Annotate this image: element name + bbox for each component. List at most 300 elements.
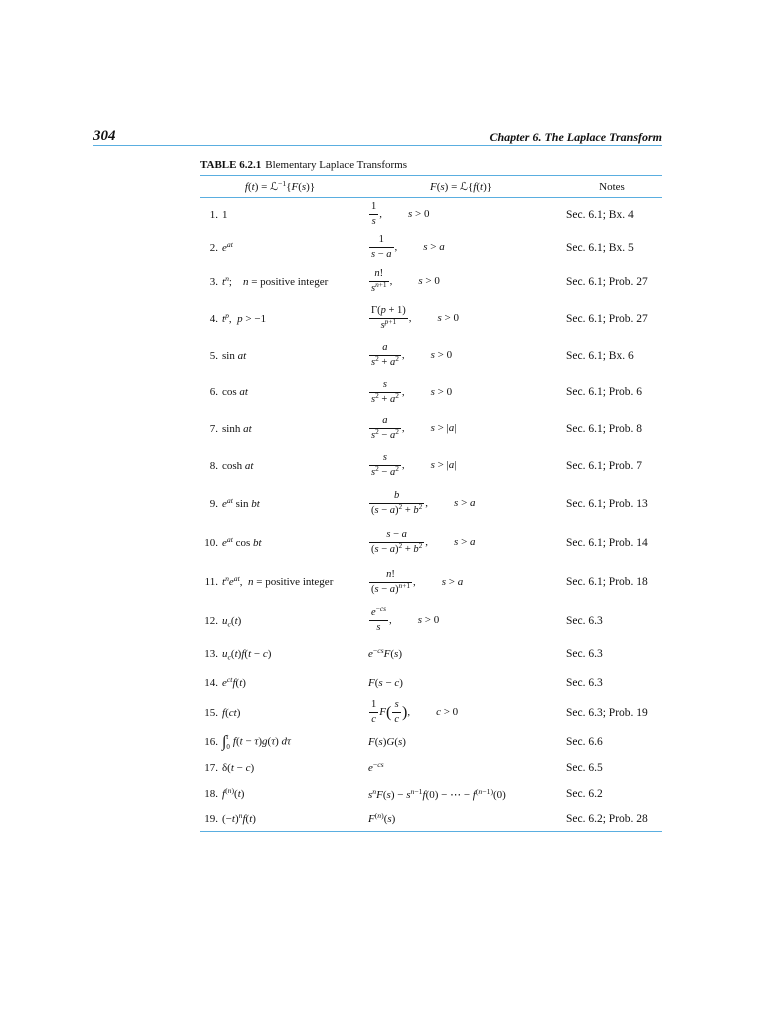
denominator: [392, 713, 401, 726]
laplace-transform: [368, 813, 562, 825]
math-variable: at: [243, 422, 252, 435]
transform-condition: [408, 208, 430, 220]
math-text: −: [378, 544, 390, 555]
math-text: ): [242, 676, 246, 689]
math-text: (: [374, 676, 379, 689]
math-text: |: [454, 422, 457, 435]
math-text: cos: [232, 536, 254, 549]
table-row: [200, 669, 662, 698]
math-text: ): [398, 647, 402, 660]
superscript: [395, 354, 399, 363]
math-variable: t: [222, 312, 226, 325]
math-variable: ct: [228, 706, 237, 719]
math-text: > −1: [242, 312, 267, 325]
math-variable: n: [398, 580, 403, 590]
time-function: [222, 460, 364, 472]
row-number: 18.: [204, 788, 218, 801]
math-text: (: [476, 181, 480, 193]
math-text: (: [225, 786, 228, 796]
math-text: (: [230, 647, 235, 660]
math-text: ,: [401, 349, 405, 362]
math-variable: b: [413, 505, 419, 517]
math-large-symbol: ∫: [222, 733, 227, 751]
math-text: > 0: [421, 614, 440, 627]
fraction: [369, 379, 401, 406]
laplace-transform: [368, 452, 562, 479]
math-variable: t: [239, 676, 243, 689]
note-reference: Sec. 6.1; Prob. 8: [566, 422, 643, 435]
note-reference: Sec. 6.1; Prob. 27: [566, 275, 648, 288]
math-variable: t: [226, 732, 229, 741]
math-text: )}: [483, 181, 493, 193]
math-variable: t: [251, 181, 255, 193]
math-variable: s: [430, 422, 435, 435]
time-function: [222, 788, 364, 800]
math-text: ,: [408, 312, 412, 325]
header-notes: Notes: [599, 180, 625, 193]
math-text: −: [372, 645, 378, 655]
note-reference: Sec. 6.1; Prob. 13: [566, 497, 648, 510]
math-text: ;: [228, 275, 243, 288]
math-text: (: [225, 706, 229, 719]
table-row: [200, 602, 662, 639]
math-text: −1: [414, 786, 423, 796]
math-text: sin: [222, 349, 238, 362]
math-variable: p: [225, 310, 229, 320]
math-variable: s: [368, 788, 373, 801]
header-time-function: [200, 180, 360, 193]
math-text: −: [251, 647, 263, 660]
row-number: 11.: [204, 576, 218, 588]
transform-expression: [368, 736, 406, 748]
denominator: [369, 390, 401, 406]
laplace-transform-table: [200, 175, 662, 832]
math-variable: f: [242, 813, 246, 826]
time-function: [222, 310, 364, 325]
math-variable: t: [480, 181, 484, 193]
note-reference: Sec. 6.3; Prob. 19: [566, 706, 648, 719]
math-text: −: [375, 603, 380, 613]
math-variable: f: [222, 706, 226, 719]
fraction: [369, 234, 394, 261]
math-text: (: [245, 813, 250, 826]
math-text: ): [395, 505, 399, 517]
note-reference: Sec. 6.1; Prob. 7: [566, 459, 643, 472]
math-text: ): [399, 676, 403, 689]
math-variable: c: [394, 714, 399, 725]
fraction: [369, 305, 408, 332]
math-variable: s: [408, 208, 413, 221]
math-variable: s: [374, 505, 379, 517]
transform-condition: [431, 422, 457, 434]
table-row: [200, 300, 662, 338]
math-variable: a: [470, 497, 476, 510]
math-text: sin: [232, 497, 252, 510]
math-text: (: [436, 181, 441, 193]
transform-condition: [436, 706, 458, 718]
math-variable: f: [472, 788, 476, 801]
math-text: = positive integer: [248, 275, 329, 288]
math-variable: a: [401, 529, 407, 540]
math-text: {: [286, 181, 292, 193]
math-text: ): [252, 813, 256, 826]
table-row: [200, 523, 662, 562]
table-row: [200, 728, 662, 756]
math-text: (0): [493, 788, 506, 801]
transform-condition: [418, 614, 440, 626]
table-body: [200, 198, 662, 831]
math-variable: s: [371, 357, 376, 369]
superscript: [419, 502, 423, 511]
math-text: −1: [278, 178, 287, 188]
math-variable: t: [231, 813, 235, 826]
math-text: (: [374, 735, 379, 748]
math-large-symbol: ): [401, 704, 408, 722]
table-header: [200, 176, 662, 198]
fraction: [369, 452, 401, 479]
transform-expression: [368, 762, 384, 774]
math-text: −: [233, 762, 246, 775]
math-text: 2: [398, 540, 403, 550]
math-variable: s: [371, 249, 376, 261]
math-variable: a: [389, 430, 396, 442]
math-text: ): [395, 583, 399, 595]
math-variable: a: [389, 393, 396, 405]
math-text: {: [467, 181, 474, 193]
transform-expression: [368, 378, 405, 405]
transform-expression: [368, 268, 393, 295]
numerator: [369, 529, 424, 543]
math-variable: s: [423, 241, 428, 254]
laplace-transform: [368, 603, 562, 634]
math-text: ): [381, 811, 384, 821]
note-reference: Sec. 6.5: [566, 762, 603, 775]
denominator: [369, 466, 401, 479]
math-variable: at: [244, 459, 254, 472]
math-variable: s: [376, 622, 381, 633]
row-number: 19.: [204, 813, 218, 826]
transform-condition: [423, 241, 445, 253]
math-variable: s: [371, 467, 376, 479]
math-variable: u: [222, 614, 228, 627]
math-text: +: [378, 393, 390, 405]
math-variable: s: [386, 529, 391, 540]
math-variable: b: [394, 490, 400, 502]
math-variable: a: [448, 422, 455, 435]
math-variable: s: [374, 544, 379, 555]
math-variable: s: [417, 614, 422, 627]
math-variable: e: [368, 647, 373, 660]
row-number: 7.: [209, 422, 218, 435]
math-text: sinh: [222, 422, 244, 435]
math-text: δ(: [222, 762, 231, 775]
transform-expression: [368, 677, 403, 689]
math-variable: e: [222, 536, 227, 549]
math-variable: g: [262, 735, 268, 748]
math-text: (: [382, 788, 387, 801]
math-text: ): [240, 788, 245, 801]
math-variable: n: [238, 811, 243, 821]
fraction: [369, 603, 388, 634]
row-number: 6.: [209, 386, 218, 399]
table-row: [200, 411, 662, 448]
row-number: 1.: [209, 208, 218, 221]
math-variable: n: [386, 568, 392, 580]
transform-expression: [368, 813, 395, 825]
math-text: (: [230, 614, 235, 627]
math-text: !: [391, 568, 395, 580]
denominator: [369, 429, 401, 442]
math-variable: at: [233, 573, 240, 583]
math-text: (: [394, 735, 398, 748]
laplace-transform: [368, 342, 562, 369]
math-text: (: [267, 735, 272, 748]
time-function: [222, 209, 364, 221]
note-reference: Sec. 6.1; Prob. 14: [566, 536, 648, 549]
math-variable: s: [371, 393, 376, 405]
math-text: ,: [379, 208, 382, 221]
math-variable: s: [394, 647, 399, 660]
math-variable: t: [222, 576, 226, 588]
row-number: 10.: [204, 536, 218, 549]
math-text: (: [374, 811, 378, 821]
table-row: [200, 374, 662, 411]
math-text: +: [402, 505, 414, 517]
fraction: [369, 415, 401, 442]
math-text: ): [402, 735, 406, 748]
laplace-transform: [368, 569, 562, 596]
math-variable: F: [429, 181, 437, 193]
laplace-transform: [368, 529, 562, 556]
time-function: [222, 573, 364, 588]
math-variable: τ: [254, 735, 259, 748]
math-variable: t: [230, 762, 234, 775]
row-number: 12.: [204, 614, 218, 627]
math-text: −: [390, 529, 402, 540]
superscript: [385, 317, 397, 326]
math-text: −: [378, 505, 390, 517]
transform-expression: [368, 415, 405, 442]
time-function: [222, 762, 364, 774]
table-caption: [200, 158, 407, 172]
superscript: [373, 646, 384, 655]
transform-condition: [454, 497, 476, 509]
math-text: ,: [413, 575, 416, 588]
row-number: 9.: [209, 497, 218, 510]
math-text: −: [378, 430, 390, 442]
math-variable: a: [389, 544, 396, 555]
math-variable: s: [440, 181, 445, 193]
math-variable: f: [222, 788, 226, 801]
denominator: [369, 282, 389, 295]
math-text: ): [258, 735, 263, 748]
math-variable: G: [386, 735, 395, 748]
math-variable: s: [406, 788, 411, 801]
math-text: ): [395, 544, 399, 555]
laplace-transform: [368, 268, 562, 295]
time-function: [222, 423, 364, 435]
time-function: [222, 534, 364, 549]
math-variable: c: [262, 647, 268, 660]
math-variable: f: [232, 735, 236, 748]
math-text: ,: [401, 422, 405, 435]
math-variable: F: [368, 676, 375, 689]
laplace-transform: [368, 699, 562, 726]
transform-expression: [368, 234, 398, 261]
math-text: (: [475, 786, 479, 796]
math-variable: s: [397, 735, 403, 748]
math-variable: cs: [377, 760, 384, 770]
table-row: [200, 485, 662, 524]
math-variable: n: [227, 786, 232, 796]
math-text: > 0: [440, 706, 459, 719]
math-text: +1: [378, 280, 387, 290]
math-variable: F: [379, 706, 386, 719]
math-variable: s: [441, 575, 447, 588]
superscript: [395, 391, 399, 400]
math-text: ): [250, 762, 255, 775]
transform-condition: [418, 275, 440, 287]
transform-expression: [368, 305, 412, 331]
math-text: ℒ: [460, 181, 468, 193]
math-variable: a: [389, 467, 396, 479]
math-text: 2: [395, 464, 399, 474]
numerator: [369, 603, 388, 621]
math-variable: s: [382, 452, 387, 464]
math-variable: t: [249, 813, 253, 826]
math-text: −1): [482, 786, 494, 796]
math-variable: s: [437, 312, 442, 325]
math-variable: s: [371, 216, 376, 228]
time-function: [222, 648, 364, 660]
math-text: !: [379, 268, 384, 280]
math-text: ) =: [254, 181, 271, 193]
note-reference: Sec. 6.3: [566, 647, 603, 660]
math-text: Γ(: [371, 305, 381, 316]
math-variable: s: [454, 536, 459, 549]
math-variable: n: [225, 573, 229, 583]
math-text: +1: [388, 316, 397, 326]
denominator: [369, 316, 408, 332]
math-text: > 0: [434, 385, 453, 398]
fraction: [369, 490, 424, 517]
table-row: [200, 447, 662, 485]
math-variable: c: [227, 652, 231, 662]
denominator: [369, 248, 394, 261]
laplace-transform: [368, 305, 562, 332]
page-number: 304: [93, 128, 116, 144]
row-number: 14.: [204, 676, 218, 689]
math-text: >: [427, 241, 440, 254]
math-variable: b: [413, 544, 419, 555]
transform-condition: [438, 312, 460, 324]
row-number: 13.: [204, 647, 218, 660]
math-text: >: [458, 536, 471, 549]
math-variable: t: [234, 647, 238, 660]
math-variable: τ: [271, 735, 276, 748]
math-variable: s: [374, 583, 379, 595]
math-variable: n: [225, 273, 229, 283]
numerator: [369, 234, 394, 248]
row-number: 5.: [209, 349, 218, 362]
math-text: 2: [418, 502, 423, 512]
superscript: [373, 760, 384, 769]
time-function: [222, 813, 364, 825]
math-variable: c: [436, 706, 441, 719]
transform-expression: [368, 342, 405, 369]
math-variable: s: [430, 385, 435, 398]
lower-limit: [226, 743, 230, 751]
time-function: [222, 273, 364, 288]
superscript: [399, 580, 411, 589]
math-text: +: [402, 544, 414, 555]
math-variable: s: [382, 378, 387, 390]
time-function: [222, 495, 364, 510]
transform-expression: [368, 699, 411, 725]
transform-condition: [442, 576, 464, 588]
math-text: ) =: [444, 181, 461, 193]
row-number: 2.: [209, 241, 218, 254]
math-text: +1: [402, 580, 411, 590]
math-text: ,: [394, 241, 398, 254]
row-number: 16.: [204, 735, 218, 748]
fraction: [369, 569, 412, 596]
math-variable: n: [375, 280, 379, 290]
fraction: [369, 342, 401, 369]
math-text: (: [247, 181, 252, 193]
math-text: ,: [228, 312, 238, 325]
math-variable: f: [241, 647, 245, 660]
note-reference: Sec. 6.1; Prob. 6: [566, 386, 643, 399]
math-text: 1: [378, 234, 384, 246]
laplace-transform: [368, 677, 562, 689]
math-variable: e: [222, 676, 227, 689]
superscript: [225, 786, 234, 795]
math-variable: e: [228, 576, 234, 588]
table-row: [200, 338, 662, 375]
table-row: [200, 232, 662, 265]
denominator: [369, 621, 388, 634]
note-reference: Sec. 6.1; Bx. 5: [566, 241, 634, 254]
table-row: [200, 562, 662, 602]
transform-condition: [431, 459, 457, 471]
math-text: (: [235, 735, 240, 748]
math-text: ): [382, 735, 387, 748]
math-text: 2: [395, 427, 399, 437]
math-variable: t: [237, 788, 241, 801]
denominator: [369, 580, 412, 596]
transform-expression: [368, 568, 416, 595]
transform-expression: [368, 786, 506, 801]
table-row: [200, 198, 662, 232]
math-text: ): [231, 786, 235, 796]
superscript: [375, 280, 387, 289]
math-variable: n: [242, 275, 249, 288]
math-variable: n: [377, 811, 382, 821]
math-variable: a: [386, 249, 392, 261]
superscript: [395, 464, 399, 473]
math-variable: s: [387, 813, 392, 826]
math-text: ): [267, 647, 272, 660]
math-variable: f: [473, 181, 477, 193]
math-variable: cs: [377, 645, 384, 655]
note-reference: Sec. 6.1; Bx. 4: [566, 208, 634, 221]
math-text: ℒ: [270, 181, 278, 193]
note-reference: Sec. 6.1; Bx. 6: [566, 349, 634, 362]
math-text: >: [446, 575, 458, 588]
math-variable: bt: [253, 536, 262, 549]
transform-expression: [368, 452, 405, 479]
